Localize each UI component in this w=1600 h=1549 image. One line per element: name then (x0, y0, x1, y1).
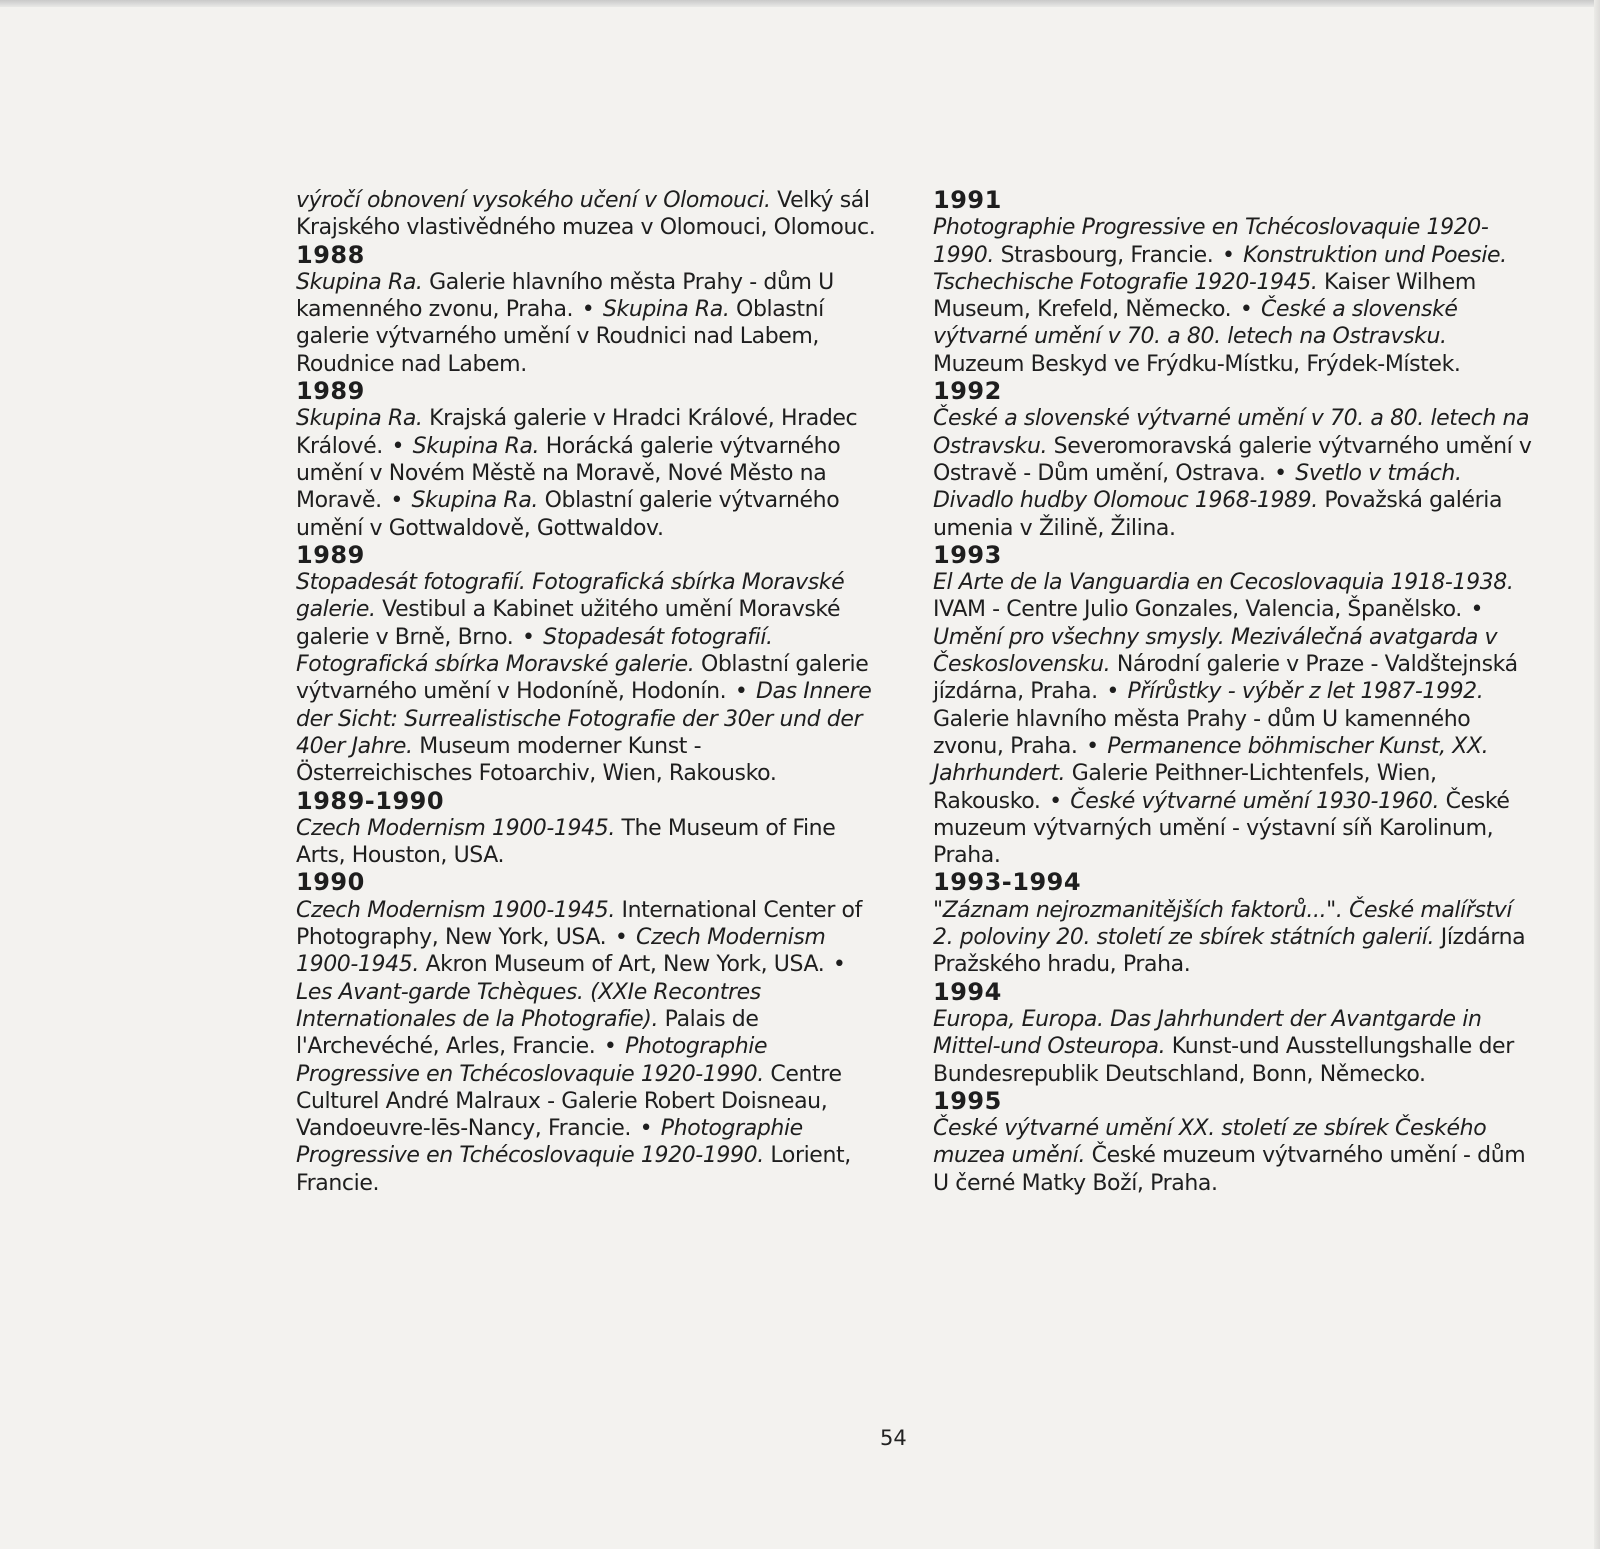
exhibition-title: Europa, Europa. Das Jahrhundert der Avantgarde in Mittel-und Osteuropa. (933, 1006, 1482, 1060)
exhibition-title: Umění pro všechny smysly. Meziválečná avatgarda v Československu. (933, 624, 1498, 678)
bullet-separator: • (390, 488, 403, 514)
exhibition-entry (296, 569, 878, 787)
exhibition-venue: Lorient, Francie. (296, 1143, 851, 1196)
exhibition-title: Permanence böhmischer Kunst, XX. Jahrhundert. (933, 733, 1489, 787)
year-heading: 1990 (296, 868, 365, 897)
year-heading: 1993 (933, 540, 1002, 569)
bullet-separator: • (1239, 297, 1253, 323)
page-right-edge (1594, 0, 1600, 1549)
exhibition-venue: Akron Museum of Art, New York, USA. (418, 952, 825, 978)
year-heading: 1988 (296, 240, 365, 269)
exhibition-title: Skupina Ra. (411, 488, 538, 514)
exhibition-title: Skupina Ra. (412, 433, 540, 459)
exhibition-venue: České muzeum výtvarného umění - dům U černé Matky Boží, Praha. (933, 1143, 1526, 1196)
exhibition-title: České a slovenské výtvarné umění v 70. a 80. letech na Ostravsku. (933, 406, 1530, 459)
year-heading: 1992 (933, 377, 1002, 406)
exhibition-venue: Galerie hlavního města Prahy - dům U kamenného zvonu, Praha. (933, 706, 1471, 759)
exhibition-venue: Oblastní galerie výtvarného umění v Roudnici nad Labem, Roudnice nad Labem. (296, 297, 824, 377)
bullet-separator: • (1106, 679, 1119, 705)
exhibition-venue: Galerie Peithner-Lichtenfels, Wien, Rakousko. (933, 761, 1437, 814)
exhibition-entry (296, 815, 878, 870)
exhibition-entry (933, 214, 1535, 378)
exhibition-entry (296, 897, 878, 1197)
exhibition-venue: Centre Culturel André Malraux - Galerie Robert Doisneau, Vandoeuvre-lēs-Nancy, Francie. (296, 1061, 842, 1142)
page-top-edge (0, 0, 1600, 7)
exhibition-title: Czech Modernism 1900-1945. (296, 815, 615, 841)
year-heading: 1995 (933, 1086, 1002, 1115)
exhibition-venue: The Museum of Fine Arts, Houston, USA. (296, 815, 836, 869)
exhibition-venue: Národní galerie v Praze - Valdštejnská jízdárna, Praha. (933, 652, 1518, 705)
exhibition-title: výročí obnovení vysokého učení v Olomouci. (296, 188, 771, 213)
exhibition-venue: Horácká galerie výtvarného umění v Novém Městě na Moravě, Nové Město na Moravě. (296, 433, 841, 514)
exhibition-venue: Oblastní galerie výtvarného umění v Gottwaldově, Gottwaldov. (296, 488, 840, 541)
exhibition-entry (933, 1115, 1535, 1197)
year-heading: 1993-1994 (933, 868, 1082, 897)
exhibition-venue: Museum moderner Kunst - Österreichisches Fotoarchiv, Wien, Rakousko. (296, 733, 777, 787)
exhibition-entry (933, 569, 1535, 869)
exhibition-entry (933, 405, 1535, 541)
exhibition-title: České výtvarné umění 1930-1960. (1070, 788, 1440, 814)
exhibition-entry (933, 1006, 1535, 1088)
exhibition-venue: Kaiser Wilhem Museum, Krefeld, Německo. (933, 269, 1476, 323)
right-column (933, 187, 1535, 1197)
exhibition-title: Photographie Progressive en Tchécoslovaquie 1920-1990. (296, 1034, 768, 1087)
year-heading: 1989 (296, 377, 365, 406)
bullet-separator: • (1049, 788, 1062, 814)
exhibition-venue: IVAM - Centre Julio Gonzales, Valencia, Španělsko. (933, 597, 1462, 623)
exhibition-title: Skupina Ra. (296, 269, 423, 295)
exhibition-title: České a slovenské výtvarné umění v 70. a 80. letech na Ostravsku. (933, 297, 1458, 350)
bullet-separator: • (614, 925, 628, 951)
exhibition-title: El Arte de la Vanguardia en Cecoslovaquia 1918-1938. (933, 570, 1514, 596)
exhibition-title: Svetlo v tmách. Divadlo hudby Olomouc 1968-1989. (933, 460, 1462, 514)
bullet-separator: • (832, 952, 846, 978)
year-heading: 1989 (296, 540, 365, 569)
exhibition-venue: Strasbourg, Francie. (993, 242, 1214, 268)
exhibition-venue: Vestibul a Kabinet užitého umění Moravské galerie v Brně, Brno. (296, 597, 841, 650)
exhibition-venue: Považská galéria umenia v Žilině, Žilina. (933, 488, 1503, 541)
exhibition-title: Konstruktion und Poesie. Tschechische Fotografie 1920-1945. (933, 242, 1507, 295)
exhibition-venue: Kunst-und Ausstellungshalle der Bundesrepublik Deutschland, Bonn, Německo. (933, 1034, 1514, 1087)
exhibition-title: Stopadesát fotografií. Fotografická sbírka Moravské galerie. (296, 570, 845, 623)
exhibition-title: Photographie Progressive en Tchécoslovaquie 1920-1990. (933, 215, 1489, 268)
bullet-separator: • (603, 1034, 617, 1060)
bullet-separator: • (521, 624, 535, 650)
bullet-separator: • (391, 433, 405, 459)
bullet-separator: • (581, 297, 595, 323)
exhibition-entry (296, 269, 878, 378)
exhibition-venue: Muzeum Beskyd ve Frýdku-Místku, Frýdek-Místek. (933, 351, 1461, 377)
bullet-separator: • (639, 1116, 653, 1142)
exhibition-title: Photographie Progressive en Tchécoslovaquie 1920-1990. (296, 1116, 803, 1169)
exhibition-title: Czech Modernism 1900-1945. (296, 897, 615, 923)
exhibition-title: Přírůstky - výběr z let 1987-1992. (1127, 679, 1484, 705)
exhibition-entry (296, 405, 878, 541)
page-number: 54 (880, 1426, 907, 1450)
exhibition-venue: Palais de l'Archevéché, Arles, Francie. (296, 1006, 759, 1060)
exhibition-venue: Krajská galerie v Hradci Králové, Hradec Králové. (296, 406, 858, 459)
exhibition-title: České výtvarné umění XX. století ze sbírek Českého muzea umění. (933, 1116, 1487, 1169)
exhibition-venue: Velký sál Krajského vlastivědného muzea v Olomouci, Olomouc. (296, 188, 876, 241)
year-heading: 1994 (933, 977, 1002, 1006)
bullet-separator: • (734, 679, 748, 705)
exhibition-entry (933, 897, 1535, 979)
exhibition-title: "Záznam nejrozmanitějších faktorů...". České malířství 2. poloviny 20. století ze sbírek státních galerií. (933, 897, 1513, 951)
exhibition-title: Czech Modernism 1900-1945. (296, 925, 826, 978)
exhibition-entry-continued (296, 187, 878, 242)
bullet-separator: • (1470, 597, 1484, 623)
exhibition-title: Stopadesát fotografií. Fotografická sbírka Moravské galerie. (296, 624, 773, 678)
bullet-separator: • (1086, 733, 1099, 759)
exhibition-venue: České muzeum výtvarných umění - výstavní síň Karolinum, Praha. (933, 788, 1510, 869)
exhibition-title: Skupina Ra. (296, 406, 423, 432)
exhibition-title: Skupina Ra. (602, 297, 730, 323)
exhibition-title: Das Innere der Sicht: Surrealistische Fotografie der 30er und der 40er Jahre. (296, 679, 872, 759)
bullet-separator: • (1222, 242, 1235, 268)
exhibition-venue: International Center of Photography, New York, USA. (296, 897, 862, 951)
exhibition-venue: Oblastní galerie výtvarného umění v Hodoníně, Hodonín. (296, 652, 869, 705)
left-column (296, 187, 878, 1197)
year-heading: 1989-1990 (296, 786, 445, 815)
exhibition-venue: Severomoravská galerie výtvarného umění v Ostravě - Dům umění, Ostrava. (933, 433, 1532, 486)
exhibition-venue: Galerie hlavního města Prahy - dům U kamenného zvonu, Praha. (296, 269, 834, 323)
exhibition-venue: Jízdárna Pražského hradu, Praha. (933, 925, 1526, 978)
bullet-separator: • (1274, 460, 1287, 486)
exhibition-title: Les Avant-garde Tchèques. (XXIe Recontres Internationales de la Photografie). (296, 979, 761, 1032)
year-heading: 1991 (933, 186, 1002, 214)
